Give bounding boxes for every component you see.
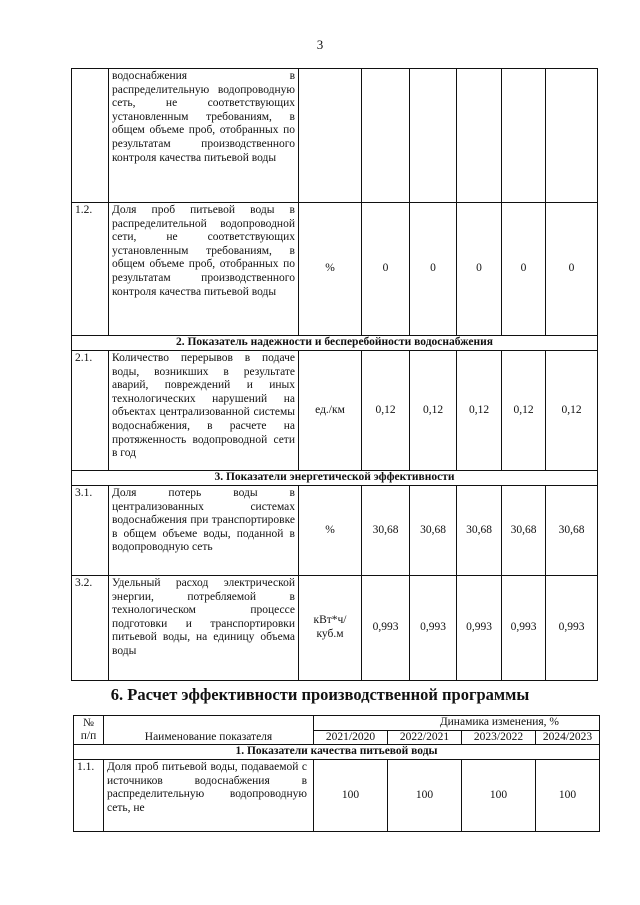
indicator-name: Доля потерь воды в централизованных системах водоснабжения при транспортировке в общем объеме воды, поданной в водопроводную сеть [109,486,299,576]
table-row [72,351,598,471]
page-number: 3 [316,37,324,52]
section-title: 3. Показатели энергетической эффективности [72,471,598,486]
unit: % [299,486,362,576]
value-cell: 100 [388,760,462,832]
indicator-name: Доля проб питьевой воды в распределительной водопроводной сети, не соответствующих установленным требованиям, в общем объеме проб, отобранных по результатам производственного контроля качества питьевой воды [109,203,299,336]
efficiency-table [73,715,600,832]
unit: % [299,203,362,336]
period-header: 2024/2023 [536,730,600,745]
indicator-name: Удельный расход электрической энергии, потребляемой в технологическом процессе подготовки и транспортировки питьевой воды, на единицу объема воды [109,576,299,681]
row-number [72,69,109,203]
unit: ед./км [299,351,362,471]
col-number-header: № п/п [74,716,104,745]
value-cell [410,69,457,203]
table-row [72,576,598,681]
value-cell: 0 [362,203,410,336]
indicator-name: Количество перерывов в подаче воды, возникших в результате аварий, повреждений и иных технологических нарушений на объектах централизованной системы водоснабжения, в расчете на протяженность водопроводной сети в год [109,351,299,471]
efficiency-table-body [74,716,600,832]
indicators-table [71,68,598,681]
unit: кВт*ч/ куб.м [299,576,362,681]
value-cell [546,69,598,203]
section-title: 1. Показатели качества питьевой воды [74,745,600,760]
indicator-name: водоснабжения в распределительную водопроводную сеть, не соответствующих установленным требованиям, в общем объеме проб, отобранных по результатам производственного контроля качества питьевой воды [109,69,299,203]
value-cell [457,69,502,203]
value-cell: 100 [462,760,536,832]
value-cell: 30,68 [457,486,502,576]
value-cell: 100 [536,760,600,832]
value-cell [362,69,410,203]
value-cell: 30,68 [410,486,457,576]
table-row [72,486,598,576]
row-number: 3.2. [72,576,109,681]
value-cell [502,69,546,203]
indicator-name: Доля проб питьевой воды, подаваемой с источников водоснабжения в распределительную водопроводную сеть, не [104,760,314,832]
section-row [74,745,600,760]
value-cell: 30,68 [546,486,598,576]
col-dynamics-header: Динамика изменения, % [314,716,600,731]
table-row [72,203,598,336]
table-row [74,760,600,832]
value-cell: 0 [546,203,598,336]
row-number: 2.1. [72,351,109,471]
section-title: 2. Показатель надежности и бесперебойности водоснабжения [72,336,598,351]
value-cell: 0,12 [502,351,546,471]
header-row [74,716,600,731]
row-number: 3.1. [72,486,109,576]
row-number: 1.2. [72,203,109,336]
table-row [72,69,598,203]
value-cell: 0,993 [457,576,502,681]
indicators-table-body [72,69,598,681]
value-cell: 0,993 [410,576,457,681]
value-cell: 0 [502,203,546,336]
value-cell: 0,993 [546,576,598,681]
section-row [72,336,598,351]
col-name-header: Наименование показателя [104,716,314,745]
period-header: 2023/2022 [462,730,536,745]
value-cell: 0,12 [362,351,410,471]
section-row [72,471,598,486]
period-header: 2022/2021 [388,730,462,745]
value-cell: 0 [410,203,457,336]
row-number: 1.1. [74,760,104,832]
value-cell: 0,12 [457,351,502,471]
value-cell: 0,12 [410,351,457,471]
value-cell: 30,68 [362,486,410,576]
section-heading: 6. Расчет эффективности производственной программы [110,685,530,704]
value-cell: 0,993 [502,576,546,681]
value-cell: 0 [457,203,502,336]
value-cell: 100 [314,760,388,832]
value-cell: 0,12 [546,351,598,471]
period-header: 2021/2020 [314,730,388,745]
unit [299,69,362,203]
value-cell: 30,68 [502,486,546,576]
value-cell: 0,993 [362,576,410,681]
